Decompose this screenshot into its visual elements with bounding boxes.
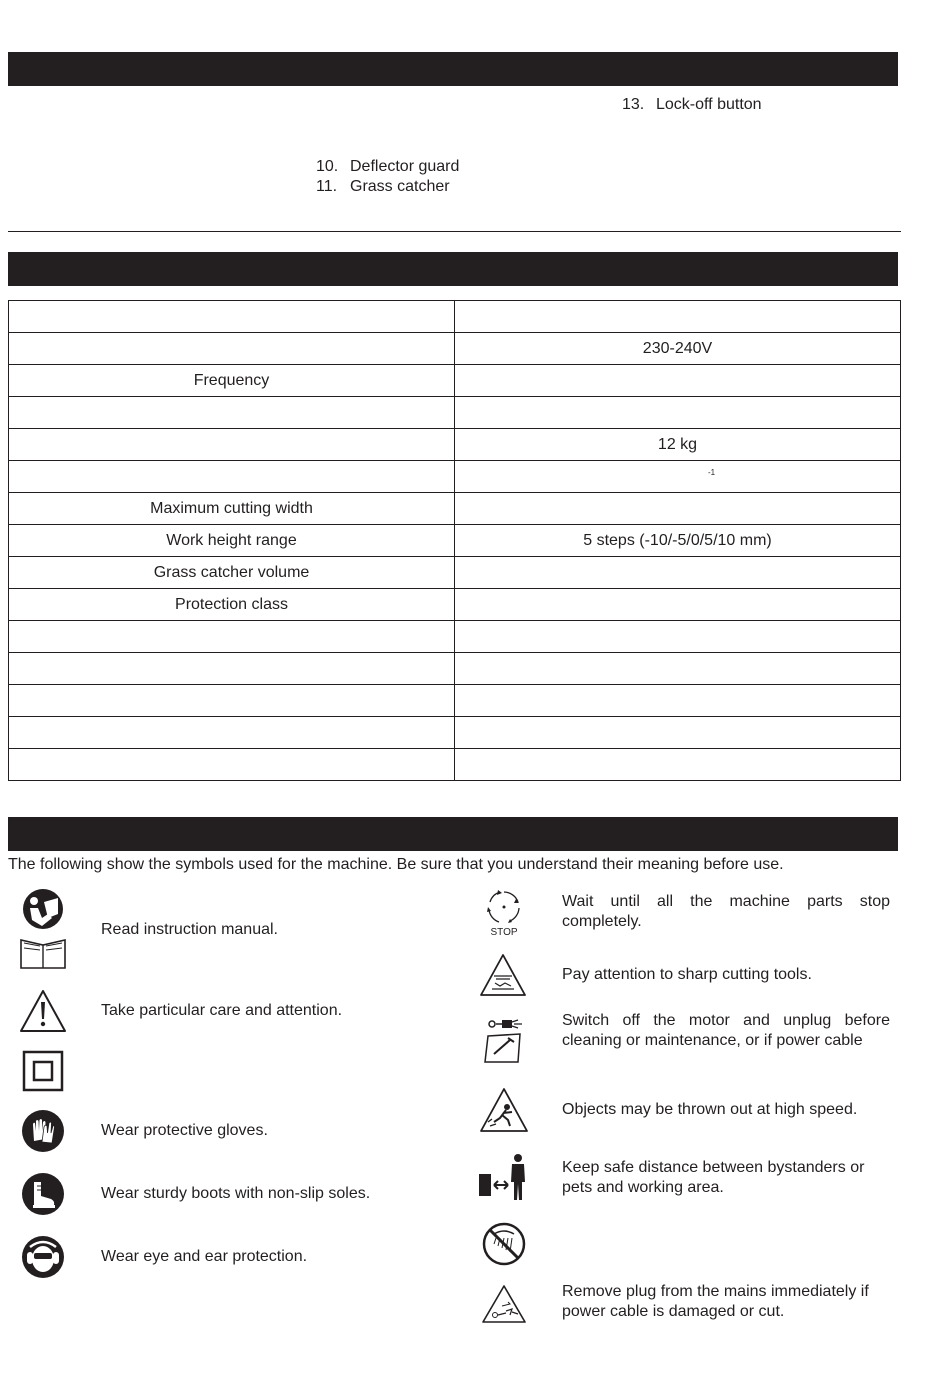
spec-row [9, 333, 901, 365]
spec-row [9, 685, 901, 717]
spec-row [9, 429, 901, 461]
symbol-text-thrown-objects: Objects may be thrown out at high speed. [562, 1101, 858, 1118]
spec-value [455, 461, 901, 493]
spec-label [9, 301, 455, 333]
spec-row [9, 525, 901, 557]
spec-value [455, 685, 901, 717]
spec-value [455, 717, 901, 749]
spec-label: Frequency [9, 365, 455, 397]
spec-value: 5 steps (-10/-5/0/5/10 mm) [455, 525, 901, 557]
spec-row [9, 493, 901, 525]
spec-value [455, 621, 901, 653]
spec-label [9, 749, 455, 781]
part-item: 10. Deflector guard [316, 158, 460, 175]
spec-label: Work height range [9, 525, 455, 557]
spec-row [9, 653, 901, 685]
spec-value [455, 653, 901, 685]
spec-row [9, 301, 901, 333]
spec-label: Maximum cutting width [9, 493, 455, 525]
spec-value [455, 365, 901, 397]
spec-value [455, 301, 901, 333]
symbols-intro: The following show the symbols used for the machine. Be sure that you understand their meaning before use. [8, 856, 784, 873]
symbol-text-gloves: Wear protective gloves. [101, 1122, 268, 1139]
spec-value [455, 557, 901, 589]
spec-row [9, 749, 901, 781]
warning-triangle-icon [18, 988, 68, 1039]
spec-label [9, 461, 455, 493]
symbol-text-stop: Wait until all the machine parts stop completely. [562, 893, 890, 930]
spec-row [9, 589, 901, 621]
symbol-text-read-manual: Read instruction manual. [101, 921, 278, 938]
section-header-bar-2 [8, 252, 898, 286]
spec-value: 230-240V [455, 333, 901, 365]
divider-line [8, 231, 901, 232]
symbol-text-unplug: Switch off the motor and unplug before cleaning or maintenance, or if power cable [562, 1012, 890, 1049]
read-manual-icon [18, 888, 68, 977]
spec-label [9, 621, 455, 653]
spec-row [9, 557, 901, 589]
damaged-cable-icon [480, 1284, 528, 1329]
symbol-text-warning: Take particular care and attention. [101, 1002, 343, 1019]
no-rain-icon [482, 1222, 526, 1271]
double-insulation-icon [22, 1050, 64, 1097]
spec-row [9, 717, 901, 749]
spec-label [9, 397, 455, 429]
bystanders-distance-icon [478, 1152, 530, 1209]
spec-value: 12 kg [455, 429, 901, 461]
spec-row [9, 397, 901, 429]
spec-value [455, 589, 901, 621]
unplug-maintenance-icon [482, 1014, 528, 1071]
spec-value [455, 749, 901, 781]
thrown-objects-icon [478, 1086, 530, 1139]
boots-icon [21, 1172, 65, 1221]
gloves-icon [21, 1109, 65, 1158]
part-item: 11. Grass catcher [316, 178, 450, 195]
eye-ear-protection-icon [21, 1235, 65, 1284]
section-header-bar-1 [8, 52, 898, 86]
part-item: 13. Lock-off button [622, 96, 762, 113]
spec-value [455, 493, 901, 525]
spec-label: Protection class [9, 589, 455, 621]
spec-label [9, 653, 455, 685]
spec-value [455, 397, 901, 429]
stop-icon [482, 888, 526, 943]
spec-label [9, 717, 455, 749]
spec-row [9, 365, 901, 397]
symbol-text-bystanders: Keep safe distance between bystanders or pets and working area. [562, 1159, 865, 1196]
stop-icon-label: STOP [490, 927, 518, 938]
spec-label [9, 429, 455, 461]
spec-row [9, 461, 901, 493]
spec-label [9, 685, 455, 717]
symbol-text-boots: Wear sturdy boots with non-slip soles. [101, 1185, 371, 1202]
symbol-text-eye-ear: Wear eye and ear protection. [101, 1248, 308, 1265]
spec-superscript: -1 [708, 468, 716, 477]
symbol-text-damaged-cable: Remove plug from the mains immediately if power cable is damaged or cut. [562, 1283, 869, 1320]
sharp-blade-icon [478, 952, 528, 1003]
spec-label [9, 333, 455, 365]
symbol-text-sharp-blade: Pay attention to sharp cutting tools. [562, 966, 812, 983]
spec-label: Grass catcher volume [9, 557, 455, 589]
section-header-bar-3 [8, 817, 898, 851]
specifications-table [8, 300, 901, 781]
spec-row [9, 621, 901, 653]
